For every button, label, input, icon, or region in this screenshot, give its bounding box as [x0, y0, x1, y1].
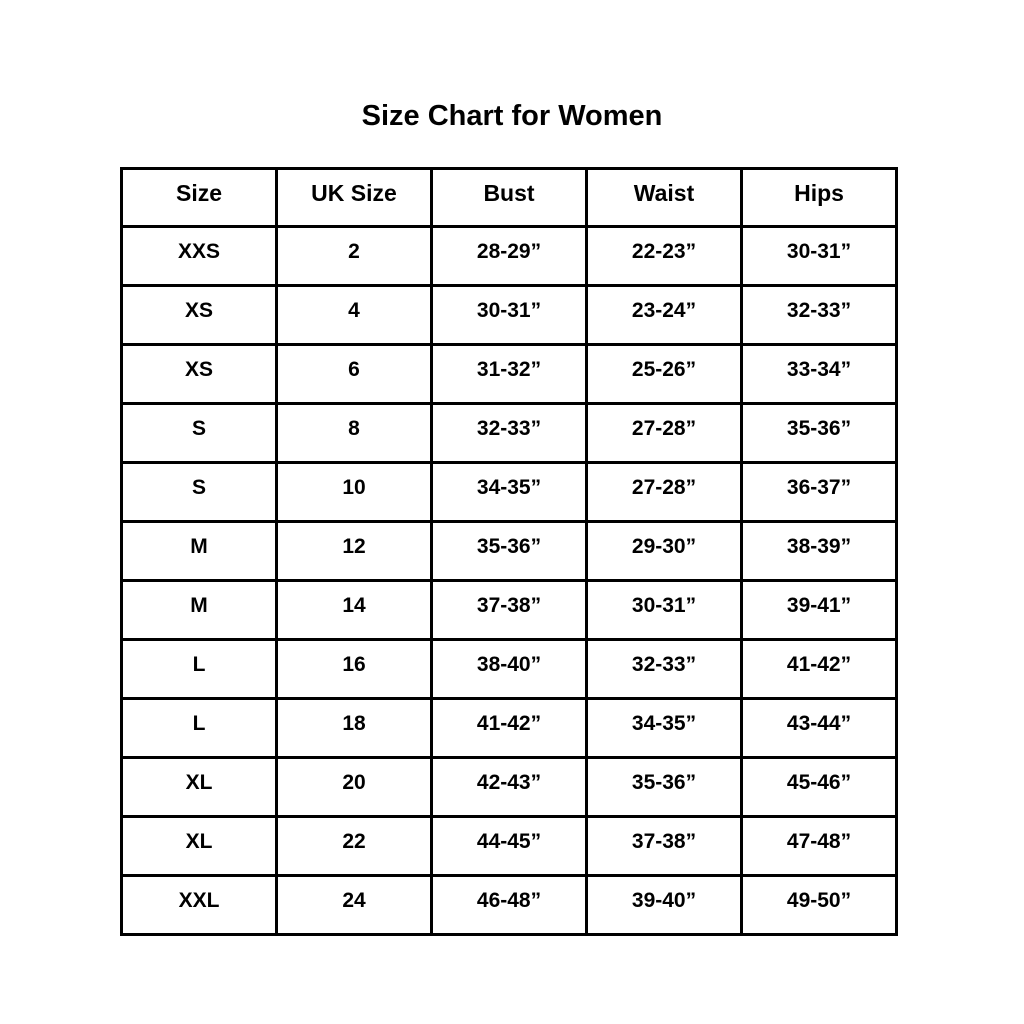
table-cell: S — [122, 463, 277, 522]
column-header-uk-size: UK Size — [277, 169, 432, 227]
table-cell: 41-42” — [432, 699, 587, 758]
table-cell: 35-36” — [587, 758, 742, 817]
table-cell: 49-50” — [742, 876, 897, 935]
table-cell: L — [122, 640, 277, 699]
table-cell: 44-45” — [432, 817, 587, 876]
table-cell: 35-36” — [432, 522, 587, 581]
table-cell: 47-48” — [742, 817, 897, 876]
table-cell: 27-28” — [587, 463, 742, 522]
table-cell: 14 — [277, 581, 432, 640]
table-cell: 23-24” — [587, 286, 742, 345]
table-cell: 8 — [277, 404, 432, 463]
column-header-size: Size — [122, 169, 277, 227]
table-row — [122, 581, 897, 640]
table-cell: M — [122, 522, 277, 581]
table-cell: 37-38” — [587, 817, 742, 876]
table-cell: 35-36” — [742, 404, 897, 463]
table-row — [122, 699, 897, 758]
table-cell: 32-33” — [432, 404, 587, 463]
table-cell: 28-29” — [432, 227, 587, 286]
table-body — [122, 227, 897, 935]
table-cell: XS — [122, 345, 277, 404]
table-cell: 32-33” — [587, 640, 742, 699]
table-cell: 43-44” — [742, 699, 897, 758]
table-row — [122, 227, 897, 286]
table-cell: 30-31” — [587, 581, 742, 640]
table-cell: 4 — [277, 286, 432, 345]
table-cell: 10 — [277, 463, 432, 522]
page-title: Size Chart for Women — [361, 100, 663, 132]
table-cell: 16 — [277, 640, 432, 699]
table-row — [122, 286, 897, 345]
table-cell: 30-31” — [432, 286, 587, 345]
table-cell: 34-35” — [587, 699, 742, 758]
table-cell: 39-40” — [587, 876, 742, 935]
table-cell: 22-23” — [587, 227, 742, 286]
table-cell: XL — [122, 758, 277, 817]
table-cell: 12 — [277, 522, 432, 581]
table-cell: 41-42” — [742, 640, 897, 699]
table-cell: 20 — [277, 758, 432, 817]
table-cell: 6 — [277, 345, 432, 404]
table-cell: 29-30” — [587, 522, 742, 581]
table-cell: 22 — [277, 817, 432, 876]
table-cell: XXL — [122, 876, 277, 935]
table-cell: 45-46” — [742, 758, 897, 817]
table-row — [122, 404, 897, 463]
table-cell: 46-48” — [432, 876, 587, 935]
table-row — [122, 817, 897, 876]
table-cell: 37-38” — [432, 581, 587, 640]
table-cell: 34-35” — [432, 463, 587, 522]
table-cell: 39-41” — [742, 581, 897, 640]
table-header-row — [122, 169, 897, 227]
table-cell: 36-37” — [742, 463, 897, 522]
table-cell: 42-43” — [432, 758, 587, 817]
column-header-bust: Bust — [432, 169, 587, 227]
table-row — [122, 522, 897, 581]
table-cell: XL — [122, 817, 277, 876]
table-cell: 24 — [277, 876, 432, 935]
table-row — [122, 876, 897, 935]
table-cell: 33-34” — [742, 345, 897, 404]
table-row — [122, 758, 897, 817]
table-cell: M — [122, 581, 277, 640]
table-cell: 32-33” — [742, 286, 897, 345]
table-cell: 27-28” — [587, 404, 742, 463]
size-chart-table — [120, 167, 898, 936]
table-cell: 18 — [277, 699, 432, 758]
table-row — [122, 345, 897, 404]
table-cell: XS — [122, 286, 277, 345]
table-cell: 2 — [277, 227, 432, 286]
table-cell: XXS — [122, 227, 277, 286]
table-cell: 31-32” — [432, 345, 587, 404]
table-row — [122, 463, 897, 522]
table-cell: 38-40” — [432, 640, 587, 699]
table-cell: S — [122, 404, 277, 463]
column-header-hips: Hips — [742, 169, 897, 227]
table-header — [122, 169, 897, 227]
table-cell: L — [122, 699, 277, 758]
table-cell: 38-39” — [742, 522, 897, 581]
column-header-waist: Waist — [587, 169, 742, 227]
table-cell: 25-26” — [587, 345, 742, 404]
table-cell: 30-31” — [742, 227, 897, 286]
table-row — [122, 640, 897, 699]
